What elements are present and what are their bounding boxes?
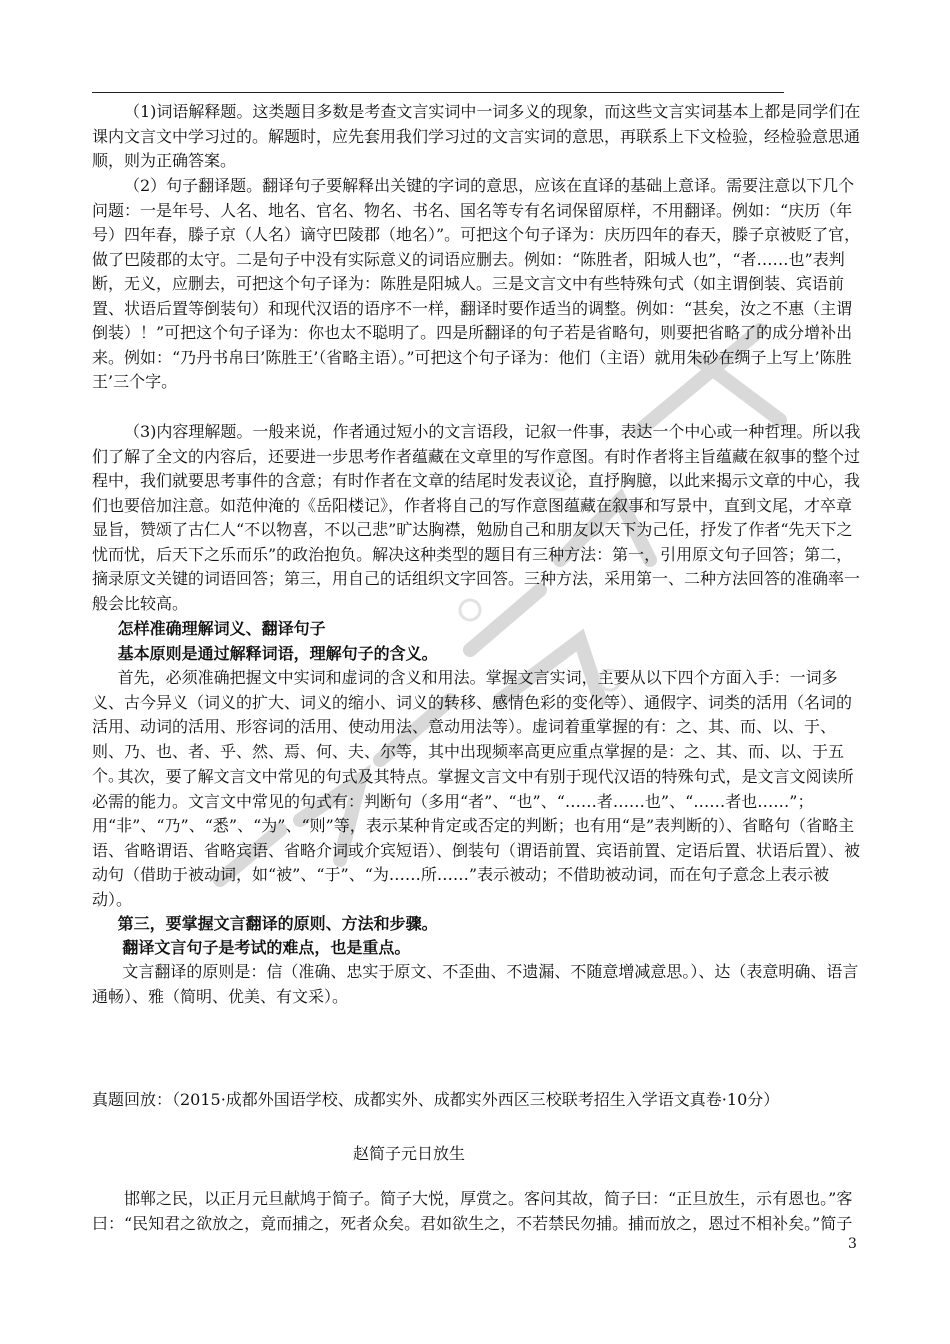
header-rule [92, 92, 784, 93]
passage-title: 赵简子元日放生 [353, 1144, 466, 1163]
passage-text: 邯郸之民，以正月元旦献鸠于简子。简子大悦，厚赏之。客问其故，简子曰：“正旦放生，示有恩也。”客曰：“民知君之欲放之，竟而捕之，死者众矣。君如欲生之，不若禁民勿捕。捕而放之，恩过不相补矣。”简子 [92, 1189, 853, 1233]
paragraph-word-explanation: （1)词语解释题。这类题目多数是考查文言实词中一词多义的现象，而这些文言实词基本上都是同学们在课内文言文中学习过的。解题时，应先套用我们学习过的文言实词的意思，再联系上下文检验，经检验意思通顺，则为正确答案。 [92, 102, 861, 170]
exam-source-line: 真题回放：（2015·成都外国语学校、成都实外、成都实外西区三校联考招生入学语文真卷·10分） [92, 1090, 780, 1109]
paragraph-second-sentence-patterns: 其次，要了解文言文中常见的句式及其特点。掌握文言文中有别于现代汉语的特殊句式，是文言文阅读所必需的能力。文言文中常见的句式有：判断句（多用“者”、“也”、“……者……也”、“……者也……”；用“非”、“乃”、“悉”、“为”、“则”等，表示某种肯定或否定的判断；也有用“是”表判断的）、省略句（省略主语、省略谓语、省略宾语、省略介词或介宾短语）、倒装句（谓语前置、宾语前置、定语后置、状语后置）、被动句（借助于被动词，如“被”、“于”、“为……所……”表示被动；不借助被动词，而在句子意念上表示被动）。 [92, 767, 861, 909]
page-number: 3 [848, 1236, 857, 1252]
heading-how-to-translate: 怎样准确理解词义、翻译句子 [117, 619, 326, 638]
paragraph-content-understanding: （3)内容理解题。一般来说，作者通过短小的文言语段，记叙一件事，表达一个中心或一种哲理。所以我们了解了全文的内容后，还要进一步思考作者蕴藏在文章里的写作意图。有时作者将主旨蕴藏在叙事的整个过程中，我们就要思考事件的含意；有时作者在文章的结尾时发表议论，直抒胸臆，以此来揭示文章的中心，我们也要倍加注意。如范仲淹的《岳阳楼记》，作者将自己的写作意图蕴藏在叙事和写景中，直到文尾，才卒章显旨，赞颂了古仁人“不以物喜，不以己悲”旷达胸襟，勉励自己和朋友以天下为己任，抒发了作者“先天下之忧而忧，后天下之乐而乐”的政治抱负。解决这种类型的题目有三种方法：第一，引用原文句子回答；第二，摘录原文关键的词语回答；第三，用自己的话组织文字回答。三种方法，采用第一、二种方法回答的准确率一般会比较高。 [92, 422, 861, 613]
heading-basic-principle: 基本原则是通过解释词语，理解句子的含义。 [117, 644, 438, 663]
heading-third-translation: 第三，要掌握文言翻译的原则、方法和步骤。 [117, 914, 438, 933]
paragraph-translation-principle: 文言翻译的原则是：信（准确、忠实于原文、不歪曲、不遗漏、不随意增减意思。）、达（表意明确、语言通畅）、雅（简明、优美、有文采）。 [92, 962, 859, 1006]
heading-difficulty: 翻译文言句子是考试的难点，也是重点。 [122, 938, 411, 957]
paragraph-sentence-translation: （2）句子翻译题。翻译句子要解释出关键的字词的意思，应该在直译的基础上意译。需要注意以下几个问题：一是年号、人名、地名、官名、物名、书名、国名等专有名词保留原样，不用翻译。例如：“庆历（年号）四年春，滕子京（人名）谪守巴陵郡（地名）”。可把这个句子译为：庆历四年的春天，滕子京被贬了官，做了巴陵郡的太守。二是句子中没有实际意义的词语应删去。例如：“陈胜者，阳城人也”，“者……也”表判断，无义，应删去，可把这个句子译为：陈胜是阳城人。三是文言文中有些特殊句式（如主谓倒装、宾语前置、状语后置等倒装句）和现代汉语的语序不一样，翻译时要作适当的调整。例如：“甚矣，汝之不惠（主谓倒装）！”可把这个句子译为：你也太不聪明了。四是所翻译的句子若是省略句，则要把省略了的成分增补出来。例如：“乃丹书帛曰’陈胜王’（省略主语）。”可把这个句子译为：他们（主语）就用朱砂在绸子上写上’陈胜王’三个字。 [92, 176, 861, 391]
paragraph-first-words: 首先，必须准确把握文中实词和虚词的含义和用法。掌握文言实词，主要从以下四个方面入手：一词多义、古今异义（词义的扩大、词义的缩小、词义的转移、感情色彩的变化等）、通假字、词类的活用（名词的活用、动词的活用、形容词的活用、使动用法、意动用法等）。虚词着重掌握的有：之、其、而、以、于、则、乃、也、者、乎、然、焉、何、夫、尔等，其中出现频率高更应重点掌握的是：之、其、而、以、于五个。 [92, 668, 853, 785]
